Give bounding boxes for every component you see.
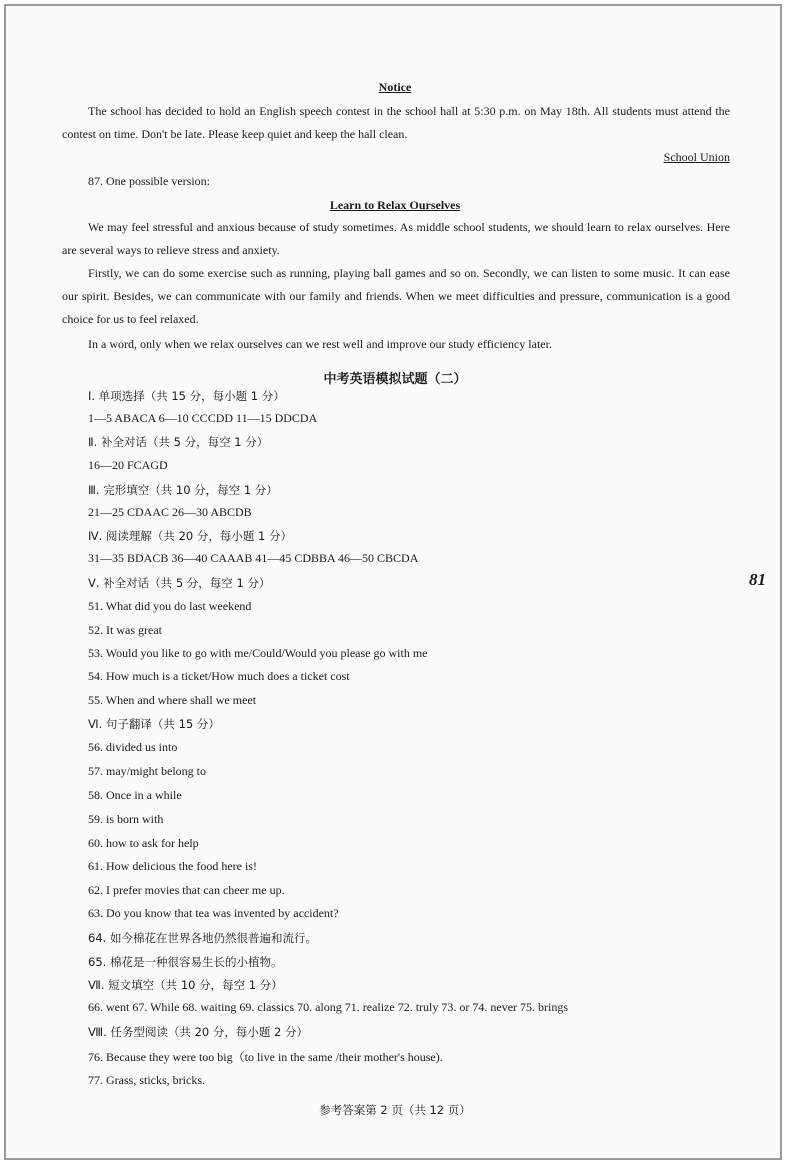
q87-label: 87. One possible version: <box>88 174 210 188</box>
essay-paragraph-2: Firstly, we can do some exercise such as running, playing ball games and so on. Secondly, we can listen to some music. It can ease our spirit. Besides, we can communicate with our family and friends. When we meet difficulties and pressure, communication is a good choice for us to feel relaxed. <box>62 266 730 326</box>
answer-line: 16—20 FCAGD <box>88 458 168 472</box>
section-heading: Ⅵ. 句子翻译（共 15 分） <box>88 717 220 731</box>
answer-line: 76. Because they were too big（to live in the same /their mother's house). <box>88 1050 443 1064</box>
section-heading: Ⅶ. 短文填空（共 10 分，每空 1 分） <box>88 978 283 992</box>
notice-signature: School Union <box>663 150 730 164</box>
page-footer: 参考答案第 2 页（共 12 页） <box>319 1103 471 1117</box>
answer-line: 66. went 67. While 68. waiting 69. classics 70. along 71. realize 72. truly 73. or 74. never 75. brings <box>88 1000 569 1014</box>
answer-line: 21—25 CDAAC 26—30 ABCDB <box>88 505 252 519</box>
section-heading: Ⅴ. 补全对话（共 5 分，每空 1 分） <box>88 576 271 590</box>
answer-line: 51. What did you do last weekend <box>88 599 252 613</box>
section-heading: Ⅰ. 单项选择（共 15 分，每小题 1 分） <box>88 389 285 403</box>
answer-line: 55. When and where shall we meet <box>88 693 257 707</box>
page-number: 81 <box>749 570 766 589</box>
notice-title: Notice <box>378 80 412 94</box>
answer-line: 77. Grass, sticks, bricks. <box>88 1073 205 1087</box>
answer-line: 60. how to ask for help <box>88 836 199 850</box>
notice-body: The school has decided to hold an English speech contest in the school hall at 5:30 p.m. on May 18th. All students must attend the contest on time. Don't be late. Please keep quiet and keep the hall clean. <box>62 104 730 141</box>
answer-line: 1—5 ABACA 6—10 CCCDD 11—15 DDCDA <box>88 411 318 425</box>
essay-paragraph-3: In a word, only when we relax ourselves can we rest well and improve our study efficiency later. <box>88 337 552 351</box>
answer-line: 62. I prefer movies that can cheer me up. <box>88 883 285 897</box>
answer-line-chinese: 65. 棉花是一种很容易生长的小植物。 <box>88 955 283 969</box>
section-heading: Ⅳ. 阅读理解（共 20 分，每小题 1 分） <box>88 529 292 543</box>
answer-line: 58. Once in a while <box>88 788 182 802</box>
section-heading: Ⅲ. 完形填空（共 10 分，每空 1 分） <box>88 483 278 497</box>
answer-line: 57. may/might belong to <box>88 764 206 778</box>
answer-line-chinese: 64. 如今棉花在世界各地仍然很普遍和流行。 <box>88 931 317 945</box>
answer-line: 52. It was great <box>88 623 162 637</box>
section-heading: Ⅱ. 补全对话（共 5 分，每空 1 分） <box>88 435 269 449</box>
answer-line: 63. Do you know that tea was invented by accident? <box>88 906 339 920</box>
answer-line: 31—35 BDACB 36—40 CAAAB 41—45 CDBBA 46—50 CBCDA <box>88 551 419 565</box>
essay-title: Learn to Relax Ourselves <box>329 198 461 212</box>
answer-line: 53. Would you like to go with me/Could/Would you please go with me <box>88 646 428 660</box>
answer-line: 59. is born with <box>88 812 164 826</box>
answer-line: 61. How delicious the food here is! <box>88 859 257 873</box>
essay-paragraph-1: We may feel stressful and anxious because of study sometimes. As middle school students, we should learn to relax ourselves. Here are several ways to relieve stress and anxiety. <box>62 220 730 257</box>
answer-line: 54. How much is a ticket/How much does a ticket cost <box>88 669 350 683</box>
section-heading: Ⅷ. 任务型阅读（共 20 分，每小题 2 分） <box>88 1025 309 1039</box>
answer-line: 56. divided us into <box>88 740 178 754</box>
test-title: 中考英语模拟试题（二） <box>323 372 467 387</box>
